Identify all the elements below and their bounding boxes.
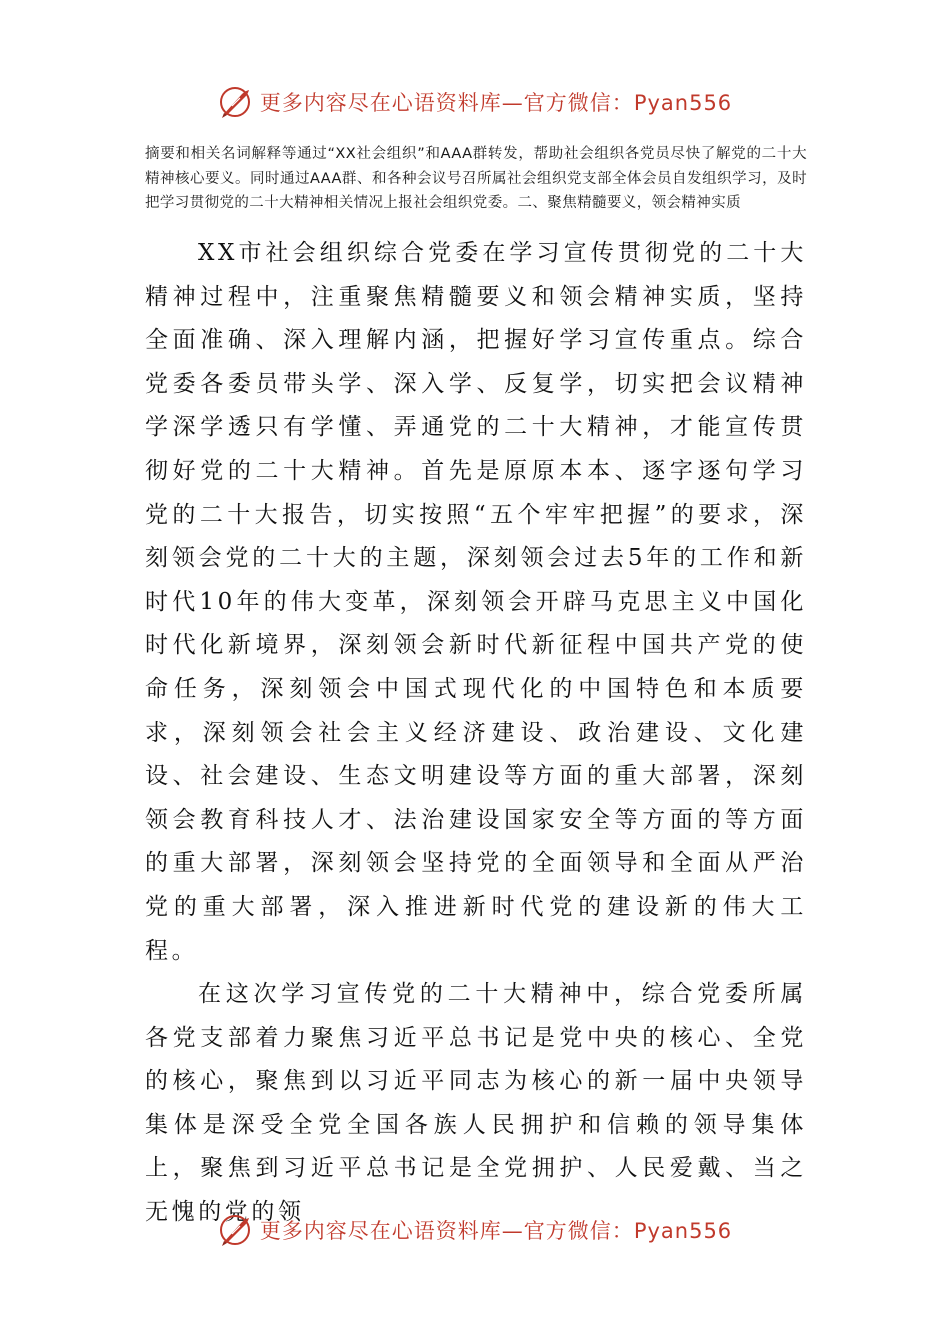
banner-text: 更多内容尽在心语资料库—官方微信： (259, 91, 634, 115)
quill-pen-icon (218, 85, 252, 119)
footer-banner (0, 1210, 950, 1250)
intro-paragraph: 摘要和相关名词解释等通过“XX社会组织”和AAA群转发，帮助社会组织各党员尽快了解党的二十大精神核心要义。同时通过AAA群、和各种会议号召所属社会组织党支部全体会员自发组织学习，及时把学习贯彻党的二十大精神相关情况上报社会组织党委。二、聚焦精髓要义，领会精神实质 (145, 146, 807, 211)
banner-label (260, 87, 732, 117)
quill-pen-icon (218, 1213, 252, 1247)
body-paragraph-1: XX市社会组织综合党委在学习宣传贯彻党的二十大精神过程中，注重聚焦精髓要义和领会精神实质，坚持全面准确、深入理解内涵，把握好学习宣传重点。综合党委各委员带头学、深入学、反复学，切实把会议精神学深学透只有学懂、弄通党的二十大精神，才能宣传贯彻好党的二十大精神。首先是原原本本、逐字逐句学习党的二十大报告，切实按照“五个牢牢把握”的要求，深刻领会党的二十大的主题，深刻领会过去5年的工作和新时代10年的伟大变革，深刻领会开辟马克思主义中国化时代化新境界，深刻领会新时代新征程中国共产党的使命任务，深刻领会中国式现代化的中国特色和本质要求，深刻领会社会主义经济建设、政治建设、文化建设、社会建设、生态文明建设等方面的重大部署，深刻领会教育科技人才、法治建设国家安全等方面的等方面的重大部署，深刻领会坚持党的全面领导和全面从严治党的重大部署，深入推进新时代党的建设新的伟大工程。 (145, 240, 807, 964)
banner-label (260, 1215, 732, 1245)
header-banner (0, 82, 950, 122)
document-body (145, 232, 807, 1235)
banner-contact: Pyan556 (633, 91, 733, 115)
banner-contact: Pyan556 (633, 1219, 733, 1243)
body-paragraph-2: 在这次学习宣传党的二十大精神中，综合党委所属各党支部着力聚焦习近平总书记是党中央的核心、全党的核心，聚焦到以习近平同志为核心的新一届中央领导集体是深受全党全国各族人民拥护和信赖的领导集体上，聚焦到习近平总书记是全党拥护、人民爱戴、当之无愧的党的领 (145, 981, 807, 1226)
banner-text: 更多内容尽在心语资料库—官方微信： (259, 1219, 634, 1243)
